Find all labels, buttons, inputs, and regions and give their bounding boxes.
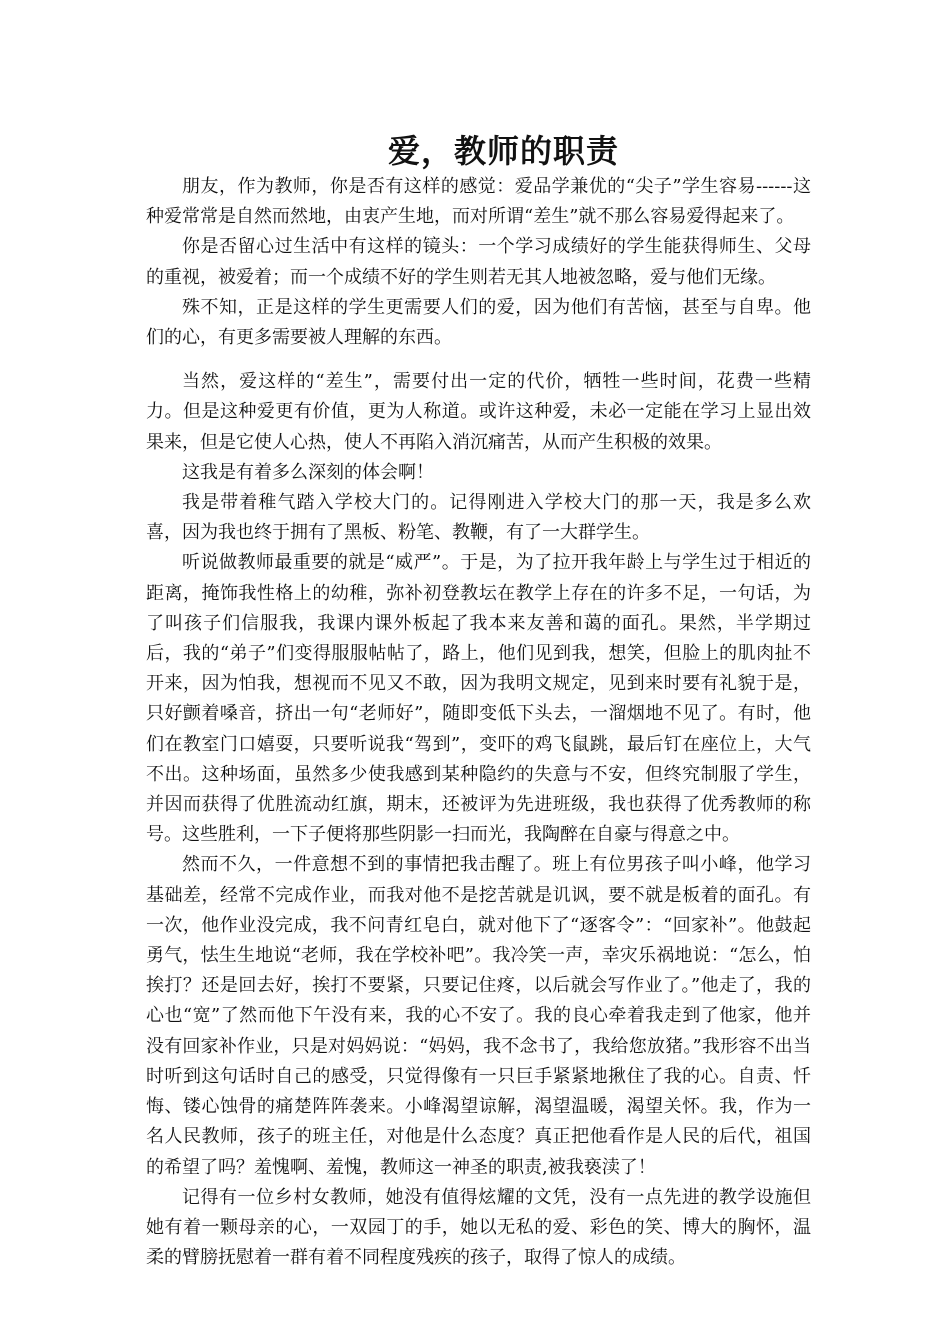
paragraph-9: 记得有一位乡村女教师，她没有值得炫耀的文凭，没有一点先进的教学设施但她有着一颗母亲的心，一双园丁的手，她以无私的爱、彩色的笑、博大的胸怀，温柔的臂膀抚慰着一群有着不同程度残疾的孩子，取得了惊人的成绩。 bbox=[146, 1186, 811, 1269]
paragraph-5: 这我是有着多么深刻的体会啊！ bbox=[182, 461, 434, 483]
paragraph-4: 当然，爱这样的“差生”，需要付出一定的代价，牺牲一些时间，花费一些精力。但是这种爱更有价值，更为人称道。或许这种爱，未必一定能在学习上显出效果来，但是它使人心热，使人不再陷入消沉痛苦，从而产生积极的效果。 bbox=[146, 371, 811, 453]
paragraph-6: 我是带着稚气踏入学校大门的。记得刚进入学校大门的那一天，我是多么欢喜，因为我也终于拥有了黑板、粉笔、教鞭，有了一大群学生。 bbox=[146, 492, 811, 544]
document-title: 爱，教师的职责 bbox=[388, 132, 620, 170]
paragraph-8: 然而不久，一件意想不到的事情把我击醒了。班上有位男孩子叫小峰，他学习基础差，经常不完成作业，而我对他不是挖苦就是讥讽，要不就是板着的面孔。有一次，他作业没完成，我不问青红皂白，就对他下了“逐客令”：“回家补”。他鼓起勇气，怯生生地说“老师，我在学校补吧”。我冷笑一声，幸灾乐祸地说：“怎么，怕挨打？还是回去好，挨打不要紧，只要记住疼，以后就会写作业了。”他走了，我的心也“宽”了然而他下午没有来，我的心不安了。我的良心牵着我走到了他家，他并没有回家补作业，只是对妈妈说：“妈妈，我不念书了，我给您放猪。”我形容不出当时听到这句话时自己的感受，只觉得像有一只巨手紧紧地揪住了我的心。自责、忏悔、镂心蚀骨的痛楚阵阵袭来。小峰渴望谅解，渴望温暖，渴望关怀。我，作为一名人民教师，孩子的班主任，对他是什么态度？真正把他看作是人民的后代，祖国的希望了吗？羞愧啊、羞愧，教师这一神圣的职责,被我亵渎了！ bbox=[146, 854, 811, 1178]
paragraph-2: 你是否留心过生活中有这样的镜头：一个学习成绩好的学生能获得师生、父母的重视，被爱着；而一个成绩不好的学生则若无其人地被忽略，爱与他们无缘。 bbox=[146, 236, 811, 288]
paragraph-3: 殊不知，正是这样的学生更需要人们的爱，因为他们有苦恼，甚至与自卑。他们的心，有更多需要被人理解的东西。 bbox=[146, 296, 811, 349]
paragraph-1: 朋友，作为教师，你是否有这样的感觉：爱品学兼优的“尖子”学生容易------这种爱常常是自然而然地，由衷产生地，而对所谓“差生”就不那么容易爱得起来了。 bbox=[146, 176, 811, 228]
paragraph-7: 听说做教师最重要的就是“威严”。于是，为了拉开我年龄上与学生过于相近的距离，掩饰我性格上的幼稚，弥补初登教坛在教学上存在的许多不足，一句话，为了叫孩子们信服我，我课内课外板起了我本来友善和蔼的面孔。果然，半学期过后，我的“弟子”们变得服服帖帖了，路上，他们见到我，想笑，但脸上的肌肉扯不开来，因为怕我，想视而不见又不敢，因为我明文规定，见到来时要有礼貌于是，只好颤着嗓音，挤出一句“老师好”，随即变低下头去，一溜烟地不见了。有时，他们在教室门口嬉耍，只要听说我“驾到”，变吓的鸡飞鼠跳，最后钉在座位上，大气不出。这种场面，虽然多少使我感到某种隐约的失意与不安，但终究制服了学生，并因而获得了优胜流动红旗，期末，还被评为先进班级，我也获得了优秀教师的称号。这些胜利，一下子便将那些阴影一扫而光，我陶醉在自豪与得意之中。 bbox=[146, 552, 811, 846]
document-body bbox=[146, 172, 811, 1273]
